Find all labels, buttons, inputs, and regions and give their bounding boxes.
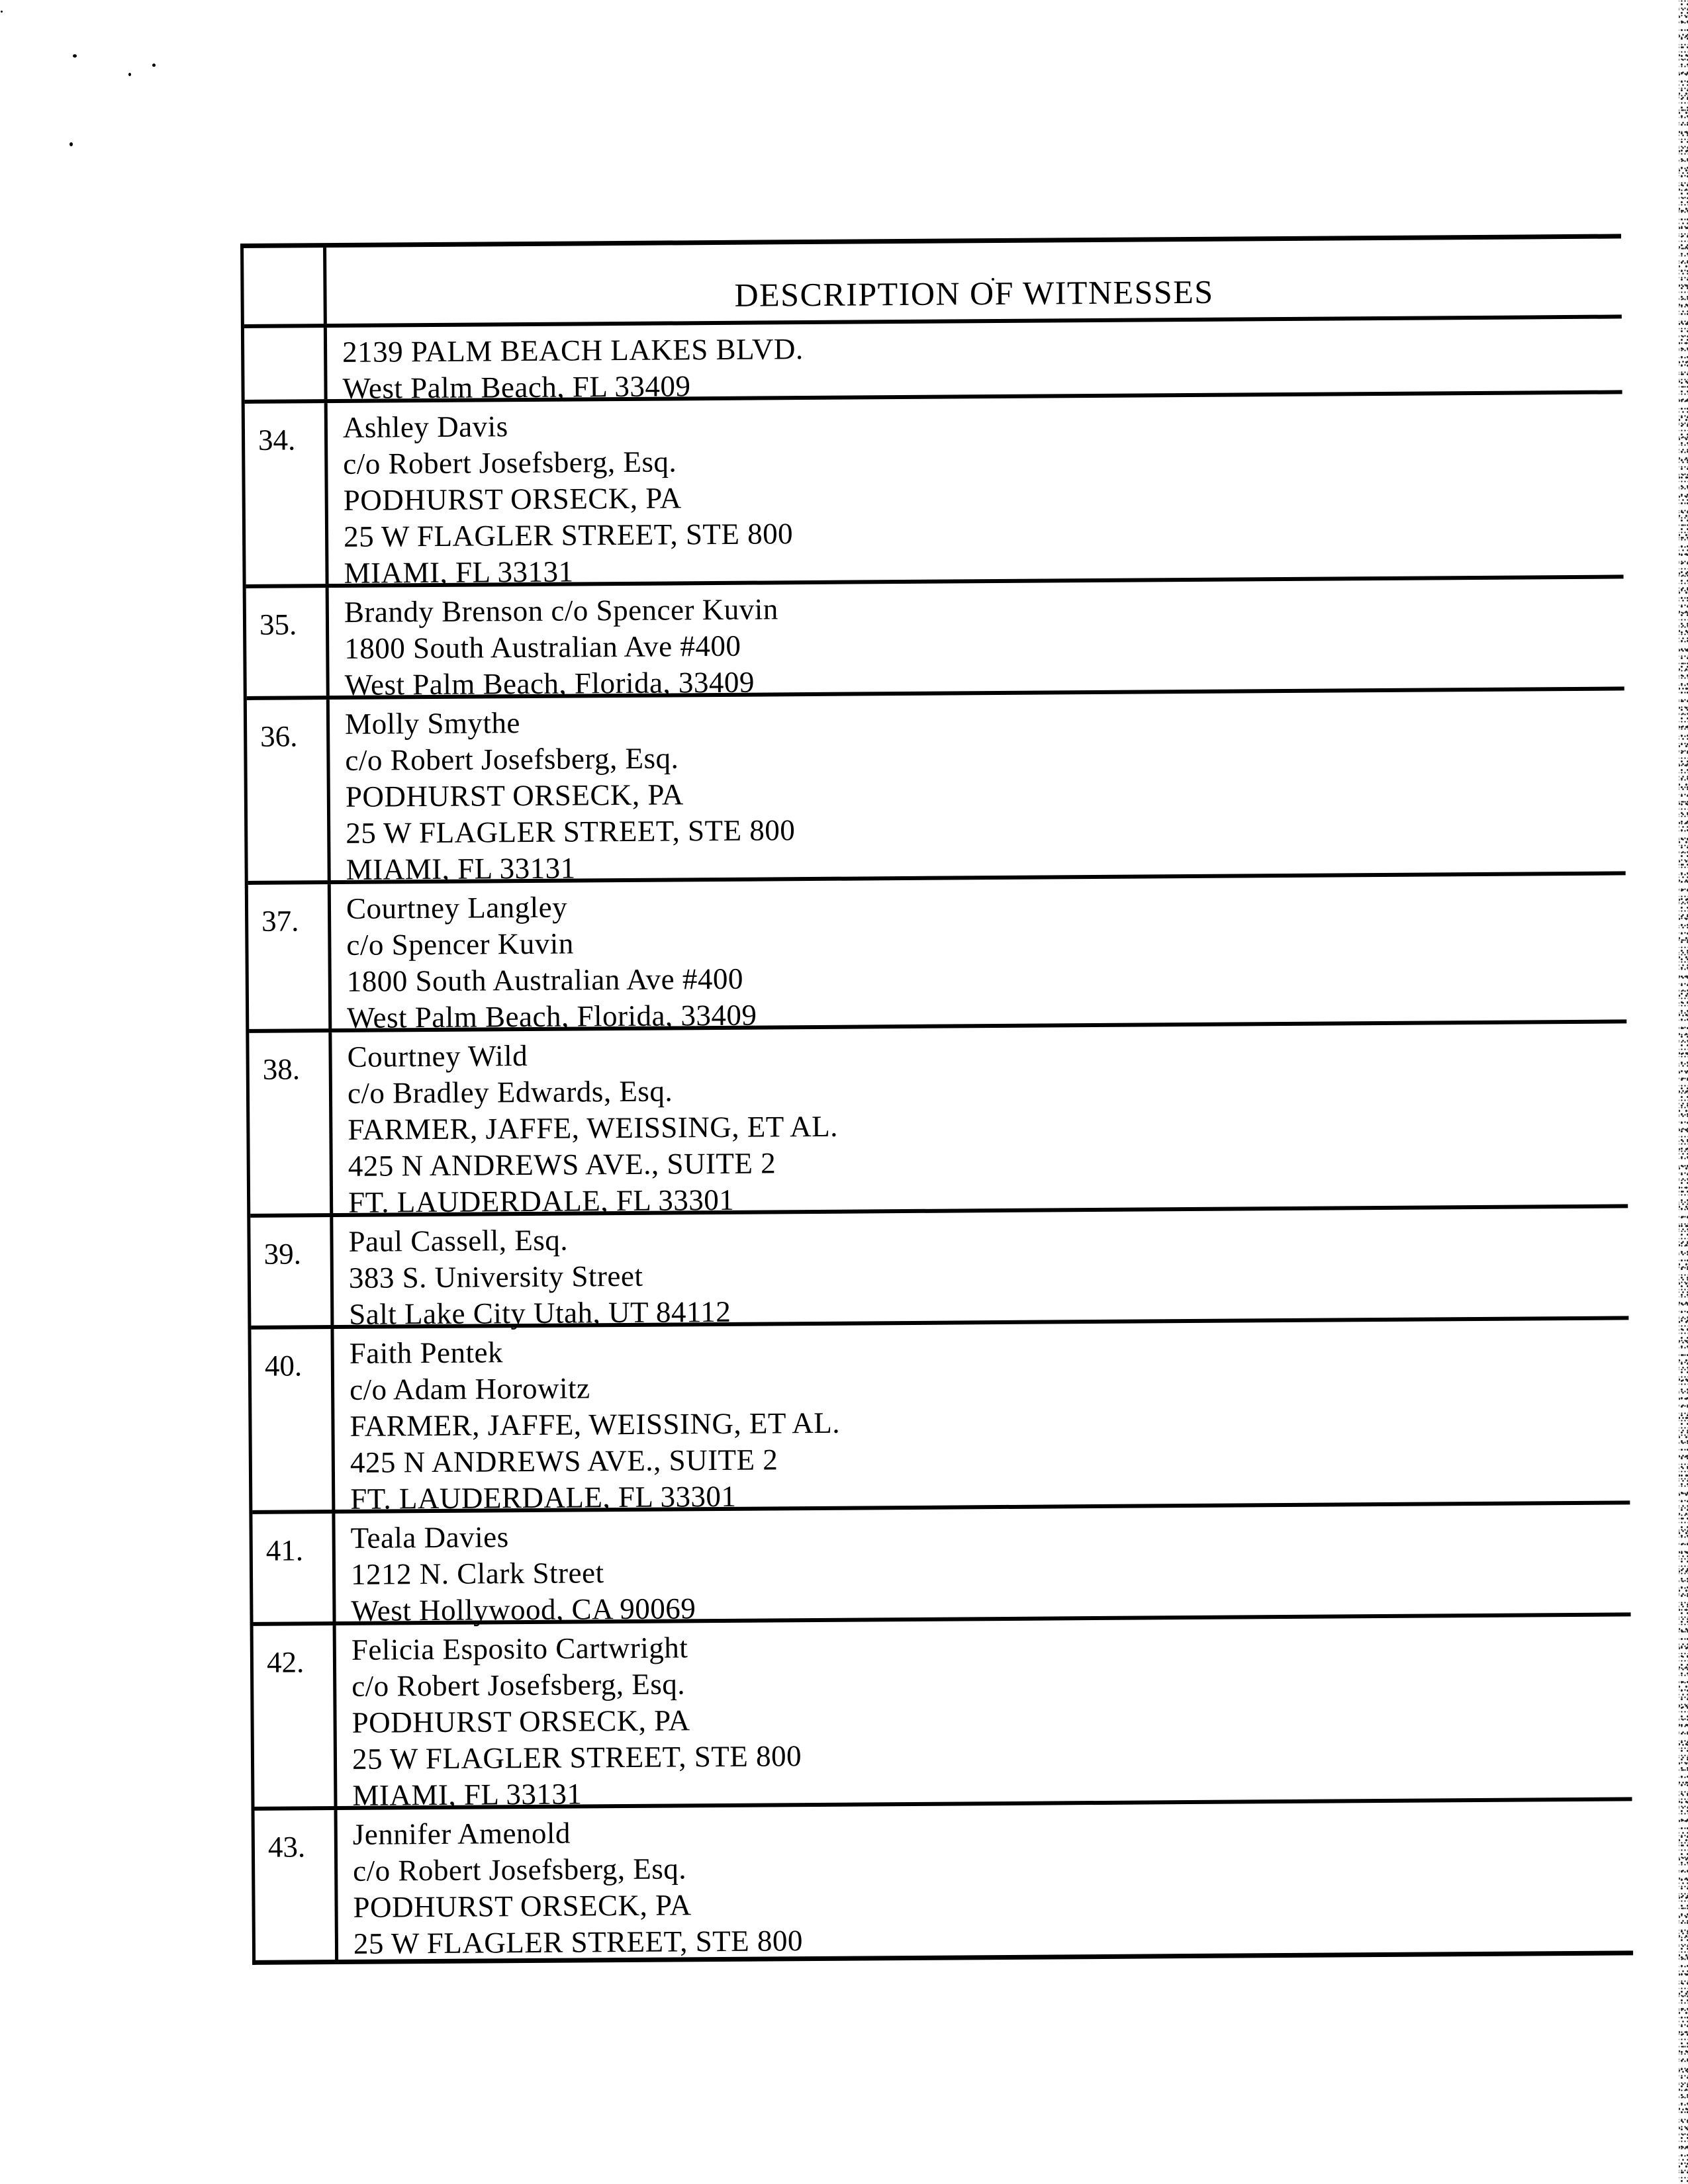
description-line: Molly Smythe [344,706,521,741]
description-line: 25 W FLAGLER STREET, STE 800 [352,1739,802,1776]
table-row [249,1023,1628,1218]
row-number-cell: 41. [252,1514,336,1622]
row-number-cell: 43. [255,1810,339,1960]
description-line: c/o Robert Josefsberg, Esq. [352,1667,686,1703]
header-number-cell [244,248,327,324]
description-line: 425 N ANDREWS AVE., SUITE 2 [350,1443,778,1479]
description-line: PODHURST ORSECK, PA [353,1888,692,1924]
description-line: FT. LAUDERDALE, FL 33301 [348,1183,735,1219]
description-line: Courtney Wild [347,1038,528,1073]
row-description-cell [331,875,1626,1034]
scan-noise-band [1679,0,1688,2184]
scan-speck [152,64,156,67]
row-number-cell: 37. [248,884,332,1029]
row-number-cell [244,328,328,400]
description-line: West Palm Beach, FL 33409 [342,369,691,405]
description-line: 1800 South Australian Ave #400 [346,962,744,998]
description-line: Felicia Esposito Cartwright [351,1631,688,1666]
description-line: c/o Robert Josefsberg, Esq. [352,1852,687,1888]
table-row [247,690,1626,885]
row-description-cell [338,1801,1634,1960]
description-line: Jennifer Amenold [352,1816,571,1851]
description-line: Salt Lake City Utah, UT 84112 [349,1295,731,1331]
description-line: 25 W FLAGLER STREET, STE 800 [343,517,794,553]
description-line: 25 W FLAGLER STREET, STE 800 [353,1924,804,1960]
witness-table [240,234,1633,1964]
description-line: West Hollywood, CA 90069 [351,1592,696,1627]
table-row [252,1504,1630,1626]
table-body [244,318,1633,1960]
description-line: FARMER, JAFFE, WEISSING, ET AL. [350,1406,841,1443]
row-description-cell [332,1023,1628,1219]
scan-speck [70,142,73,146]
row-number-cell: 38. [249,1032,333,1214]
description-line: FT. LAUDERDALE, FL 33301 [350,1479,737,1516]
row-number-cell: 35. [246,588,330,696]
row-description-cell [333,1208,1628,1331]
description-line: c/o Robert Josefsberg, Esq. [343,445,677,480]
description-line: FARMER, JAFFE, WEISSING, ET AL. [348,1109,839,1146]
description-line: c/o Robert Josefsberg, Esq. [345,741,679,777]
table-row [255,1801,1634,1960]
description-line: 1212 N. Clark Street [350,1556,604,1591]
description-line: Courtney Langley [346,890,568,925]
table-row [250,1208,1628,1330]
row-number-cell: 42. [254,1625,338,1807]
description-line: c/o Bradley Edwards, Esq. [347,1074,673,1110]
description-line: West Palm Beach, Florida, 33409 [344,665,755,702]
row-number-cell: 34. [245,403,329,584]
description-line: MIAMI, FL 33131 [344,555,574,590]
description-line: Brandy Brenson c/o Spencer Kuvin [344,592,778,629]
description-line: 2139 PALM BEACH LAKES BLVD. [342,332,804,369]
scan-speck [1,11,3,13]
description-line: 383 S. University Street [348,1259,643,1295]
description-line: MIAMI, FL 33131 [346,851,576,886]
row-description-cell [330,690,1626,886]
description-line: c/o Adam Horowitz [349,1371,590,1406]
description-line: MIAMI, FL 33131 [352,1777,583,1812]
table-title: DESCRIPTION OF WITNESSES [734,273,1214,314]
row-description-cell [335,1504,1630,1627]
header-description-cell [326,238,1622,324]
scan-speck [73,54,77,58]
row-description-cell [329,578,1624,702]
row-number-cell: 36. [247,700,331,881]
description-line: PODHURST ORSECK, PA [343,481,682,517]
description-line: 25 W FLAGLER STREET, STE 800 [346,813,796,850]
description-line: Teala Davies [350,1520,509,1555]
description-line: 425 N ANDREWS AVE., SUITE 2 [348,1146,776,1183]
description-line: 1800 South Australian Ave #400 [344,629,741,665]
table-row [246,578,1624,700]
row-description-cell [334,1320,1630,1516]
description-line: Paul Cassell, Esq. [348,1223,569,1258]
description-line: PODHURST ORSECK, PA [345,778,684,813]
scan-speck [128,73,131,76]
table-header-row [244,238,1622,328]
row-number-cell: 40. [251,1329,335,1510]
table-row [245,394,1624,588]
row-number-cell: 39. [250,1217,334,1326]
table-row [244,318,1622,404]
description-line: West Palm Beach, Florida, 33409 [346,998,757,1034]
description-line: Faith Pentek [349,1336,504,1370]
table-row [251,1320,1630,1514]
row-description-cell [336,1616,1632,1812]
table-row [254,1616,1632,1811]
description-line: c/o Spencer Kuvin [346,927,574,962]
description-line: Ashley Davis [342,410,508,444]
row-description-cell [327,318,1622,405]
row-description-cell [328,394,1624,590]
table-row [248,875,1627,1033]
description-line: PODHURST ORSECK, PA [352,1704,690,1739]
